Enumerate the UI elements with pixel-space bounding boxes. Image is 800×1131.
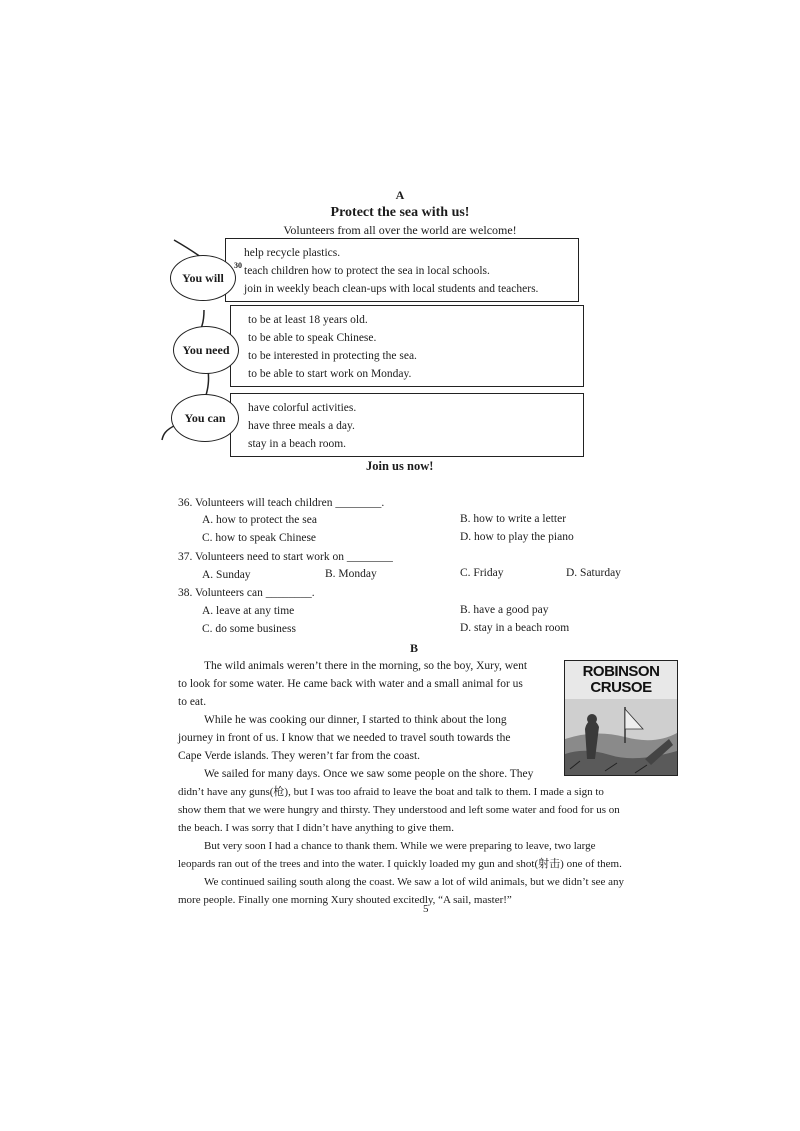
you-need-line-2: to be able to speak Chinese. bbox=[248, 332, 377, 344]
you-need-box bbox=[230, 305, 584, 387]
q37-option-a: A. Sunday bbox=[202, 569, 251, 581]
shipwreck-illustration-icon bbox=[565, 699, 677, 775]
passage-b-wide bbox=[178, 783, 624, 909]
section-b-letter: B bbox=[410, 641, 419, 655]
handwritten-mark: 30 bbox=[234, 261, 242, 270]
passage-line-3: to eat. bbox=[178, 696, 207, 708]
q38-option-a: A. leave at any time bbox=[202, 605, 295, 617]
q36-option-a: A. how to protect the sea bbox=[202, 514, 317, 526]
q37-option-b: B. Monday bbox=[325, 568, 377, 580]
join-us-heading: Join us now! bbox=[366, 459, 434, 473]
passage-line-4: While he was cooking our dinner, I started to think about the long bbox=[204, 714, 507, 726]
q38-option-d: D. stay in a beach room bbox=[460, 622, 570, 634]
q38-option-c: C. do some business bbox=[202, 623, 296, 635]
you-will-line-3: join in weekly beach clean-ups with local students and teachers. bbox=[244, 283, 539, 295]
you-need-line-3: to be interested in protecting the sea. bbox=[248, 350, 417, 362]
passage-line-2: to look for some water. He came back with water and a small animal for us bbox=[178, 678, 523, 690]
q38-option-b: B. have a good pay bbox=[460, 604, 549, 616]
passage-line-14: more people. Finally one morning Xury shouted excitedly, “A sail, master!” bbox=[178, 894, 512, 906]
q36-option-c: C. how to speak Chinese bbox=[202, 532, 317, 544]
section-a-title: Protect the sea with us! bbox=[330, 205, 470, 220]
you-can-line-2: have three meals a day. bbox=[248, 420, 355, 432]
you-will-line-2: teach children how to protect the sea in local schools. bbox=[244, 265, 490, 277]
question-37: 37. Volunteers need to start work on ________ bbox=[178, 551, 393, 563]
you-can-box bbox=[230, 393, 584, 457]
passage-line-7: We sailed for many days. Once we saw some people on the shore. They bbox=[204, 768, 534, 780]
q37-option-c: C. Friday bbox=[460, 567, 504, 579]
passage-line-13: We continued sailing south along the coast. We saw a lot of wild animals, but we didn’t see any bbox=[204, 876, 625, 888]
you-need-line-1: to be at least 18 years old. bbox=[248, 314, 368, 326]
passage-line-9: show them that we were hungry and thirsty. They understood and left some water and food for us on bbox=[178, 804, 620, 816]
passage-line-11: But very soon I had a chance to thank them. While we were preparing to leave, two large bbox=[204, 840, 596, 852]
book-title-line-2: CRUSOE bbox=[590, 679, 652, 696]
you-can-line-3: stay in a beach room. bbox=[248, 438, 347, 450]
passage-line-5: journey in front of us. I know that we needed to travel south towards the bbox=[178, 732, 511, 744]
passage-line-8: didn’t have any guns(枪), but I was too afraid to leave the boat and talk to them. I made a sign to bbox=[178, 786, 604, 798]
passage-line-10: the beach. I was sorry that I didn’t have anything to give them. bbox=[178, 822, 454, 834]
you-need-oval: You need bbox=[173, 326, 239, 374]
passage-b bbox=[178, 657, 533, 783]
section-a-letter: A bbox=[395, 188, 405, 202]
passage-line-6: Cape Verde islands. They weren’t far from the coast. bbox=[178, 750, 421, 762]
q37-option-d: D. Saturday bbox=[566, 567, 621, 579]
you-can-line-1: have colorful activities. bbox=[248, 402, 357, 414]
page-number: 5 bbox=[423, 903, 429, 915]
question-38: 38. Volunteers can ________. bbox=[178, 587, 315, 599]
robinson-crusoe-cover bbox=[564, 660, 678, 776]
q36-option-b: B. how to write a letter bbox=[460, 513, 567, 525]
you-need-line-4: to be able to start work on Monday. bbox=[248, 368, 412, 380]
you-will-box bbox=[225, 238, 579, 302]
book-title-line-1: ROBINSON bbox=[582, 663, 660, 680]
section-a-subtitle: Volunteers from all over the world are welcome! bbox=[283, 223, 517, 237]
q36-option-d: D. how to play the piano bbox=[460, 531, 574, 543]
you-can-oval: You can bbox=[171, 394, 239, 442]
you-will-line-1: help recycle plastics. bbox=[244, 247, 341, 259]
you-will-oval: You will bbox=[170, 255, 236, 301]
question-36: 36. Volunteers will teach children ________. bbox=[178, 497, 385, 509]
passage-line-12: leopards ran out of the trees and into the water. I quickly loaded my gun and shot(射击) one of them. bbox=[178, 858, 622, 870]
passage-line-1: The wild animals weren’t there in the morning, so the boy, Xury, went bbox=[204, 660, 528, 672]
